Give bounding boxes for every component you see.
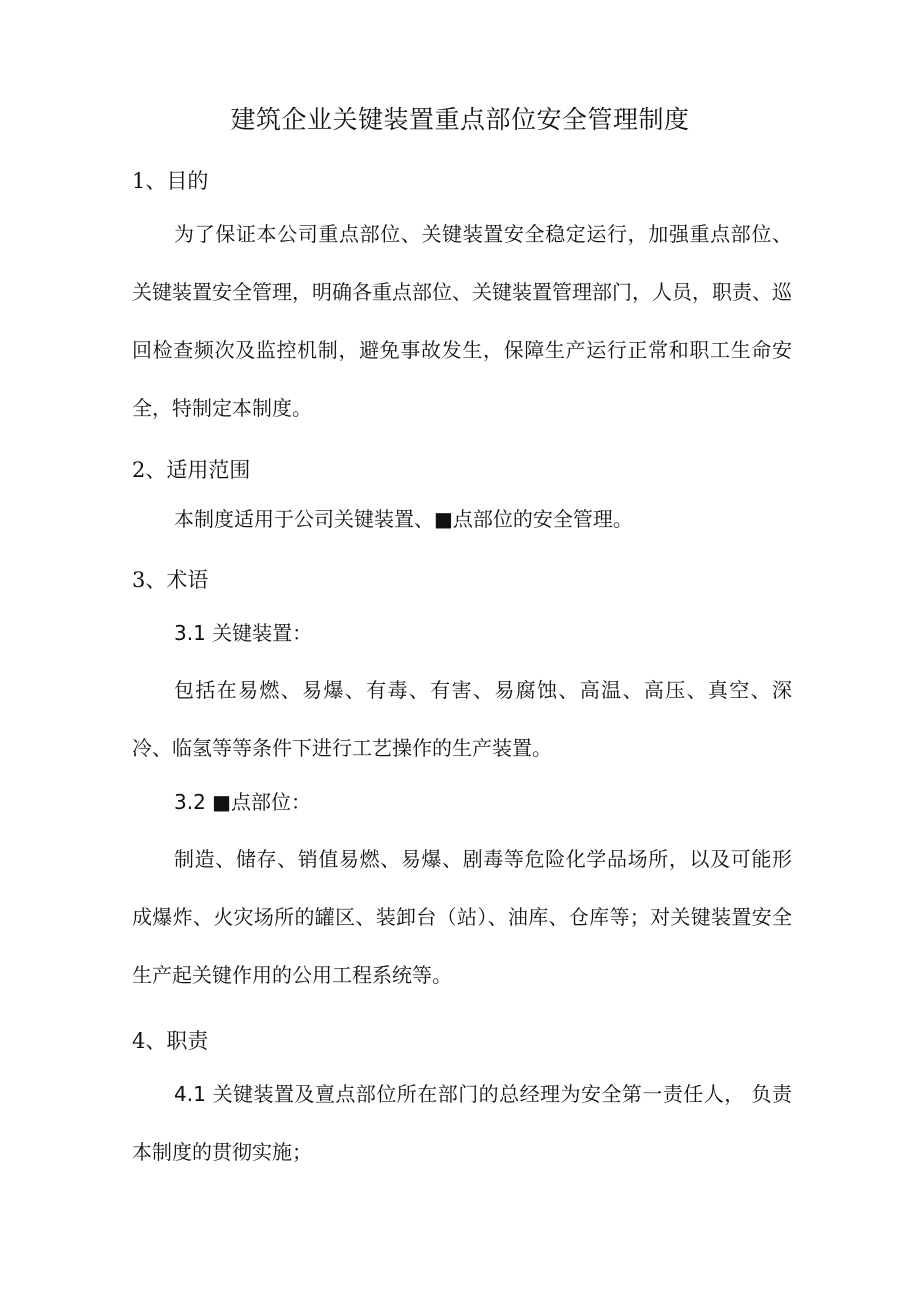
section-heading-purpose: 1、目的 <box>132 169 209 193</box>
section-paragraph-duties: 4.1 关键装置及亶点部位所在部门的总经理为安全第一责任人， 负责本制度的贯彻实施； <box>132 1082 792 1164</box>
term-heading-key-location: 3.2 ■点部位： <box>174 790 312 814</box>
term-heading-key-device: 3.1 关键装置： <box>174 621 313 645</box>
section-paragraph-purpose: 为了保证本公司重点部位、关键装置安全稳定运行，加强重点部位、关键装置安全管理，明确各重点部位、关键装置管理部门，人员，职责、巡回检查频次及监控机制，避免事故发生，保障生产运行正常和职工生命安全，特制定本制度。 <box>132 222 792 420</box>
term-paragraph-key-device: 包括在易燃、易爆、有毒、有害、易腐蚀、高温、高压、真空、深冷、临氢等等条件下进行工艺操作的生产装置。 <box>132 678 792 760</box>
document-title: 建筑企业关键装置重点部位安全管理制度 <box>230 105 690 134</box>
section-paragraph-scope: 本制度适用于公司关键装置、■点部位的安全管理。 <box>174 507 633 531</box>
section-heading-duties: 4、职责 <box>132 1029 209 1053</box>
term-paragraph-key-location: 制造、储存、销值易燃、易爆、剧毒等危险化学品场所，以及可能形成爆炸、火灾场所的罐区、装卸台（站）、油库、仓库等；对关键装置安全生产起关键作用的公用工程系统等。 <box>132 847 792 987</box>
section-heading-terms: 3、术语 <box>132 568 209 592</box>
section-heading-scope: 2、适用范围 <box>132 458 251 482</box>
